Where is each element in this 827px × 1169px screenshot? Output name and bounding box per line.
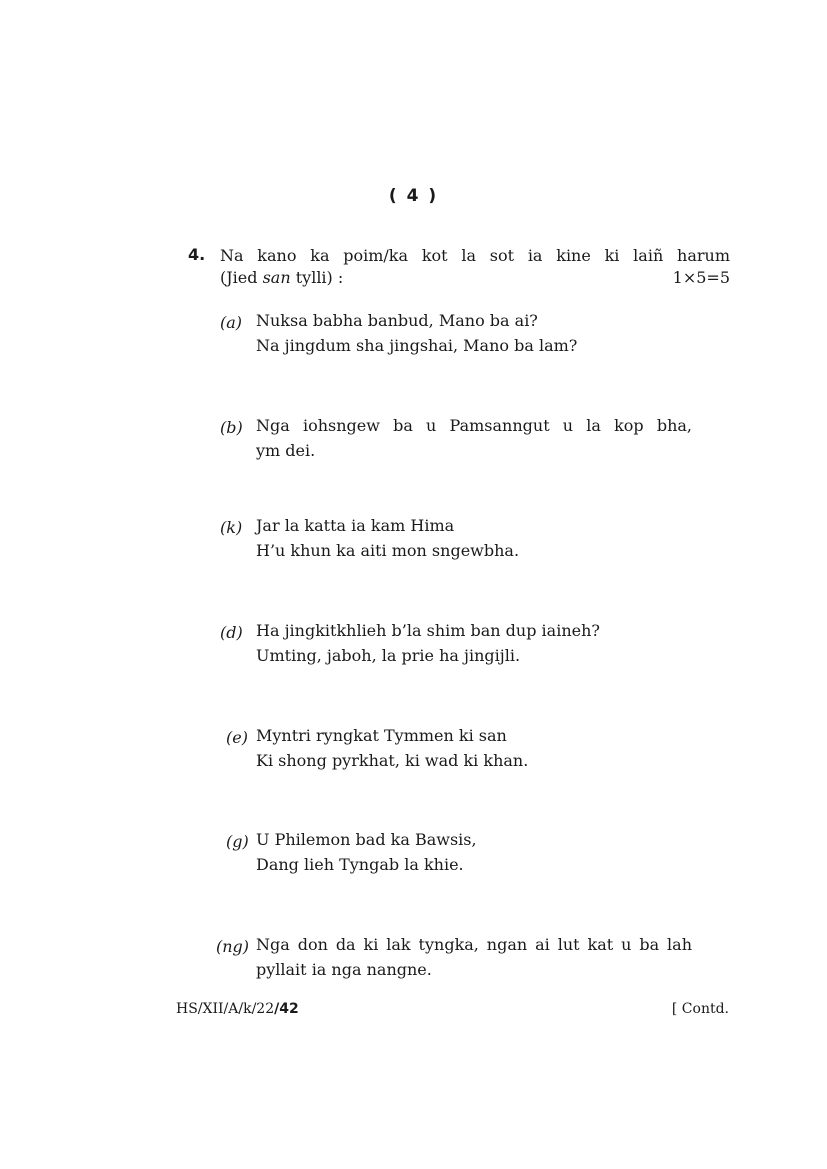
item-line-1: Nga iohsngew ba u Pamsanngut u la kop bha,	[256, 416, 692, 435]
item-line-2: pyllait ia nga nangne.	[256, 960, 432, 979]
item-label: (k)	[220, 518, 243, 537]
item-label: (g)	[226, 832, 249, 851]
paper-code-suffix: /42	[274, 1001, 299, 1017]
instruction-pre: (Jied	[220, 268, 263, 287]
item-label: (d)	[220, 623, 243, 642]
instruction-italic: san	[262, 268, 291, 287]
paper-code	[176, 1001, 299, 1017]
item-line-2: Dang lieh Tyngab la khie.	[256, 855, 464, 874]
item-line-2: H’u khun ka aiti mon sngewbha.	[256, 541, 520, 560]
question-number: 4.	[188, 245, 206, 264]
item-line-2: Na jingdum sha jingshai, Mano ba lam?	[256, 336, 578, 355]
item-label: (b)	[220, 418, 243, 437]
item-label: (e)	[226, 728, 248, 747]
item-label: (a)	[220, 313, 243, 332]
item-line-1: U Philemon bad ka Bawsis,	[256, 830, 477, 849]
item-line-2: Umting, jaboh, la prie ha jingijli.	[256, 646, 521, 665]
item-line-2: Ki shong pyrkhat, ki wad ki khan.	[256, 751, 529, 770]
item-line-2: ym dei.	[256, 441, 316, 460]
instruction-post: tylli) :	[290, 268, 344, 287]
contd-note: [ Contd.	[671, 1001, 729, 1017]
item-line-1: Nga don da ki lak tyngka, ngan ai lut kat u ba lah	[256, 935, 692, 954]
item-line-1: Nuksa babha banbud, Mano ba ai?	[256, 311, 538, 330]
instruction-line-1: Na kano ka poim/ka kot la sot ia kine ki laiñ harum	[220, 246, 730, 265]
paper-code-prefix: HS/XII/A/k/22	[176, 1001, 275, 1017]
item-line-1: Ha jingkitkhlieh b’la shim ban dup iaineh?	[256, 621, 600, 640]
question-instruction	[220, 245, 730, 289]
item-line-1: Jar la katta ia kam Hima	[256, 516, 455, 535]
marks: 1×5=5	[672, 268, 730, 287]
item-label: (ng)	[216, 937, 250, 956]
item-line-1: Myntri ryngkat Tymmen ki san	[256, 726, 507, 745]
page-number: ( 4 )	[388, 186, 439, 206]
instruction-line-2	[220, 267, 730, 289]
